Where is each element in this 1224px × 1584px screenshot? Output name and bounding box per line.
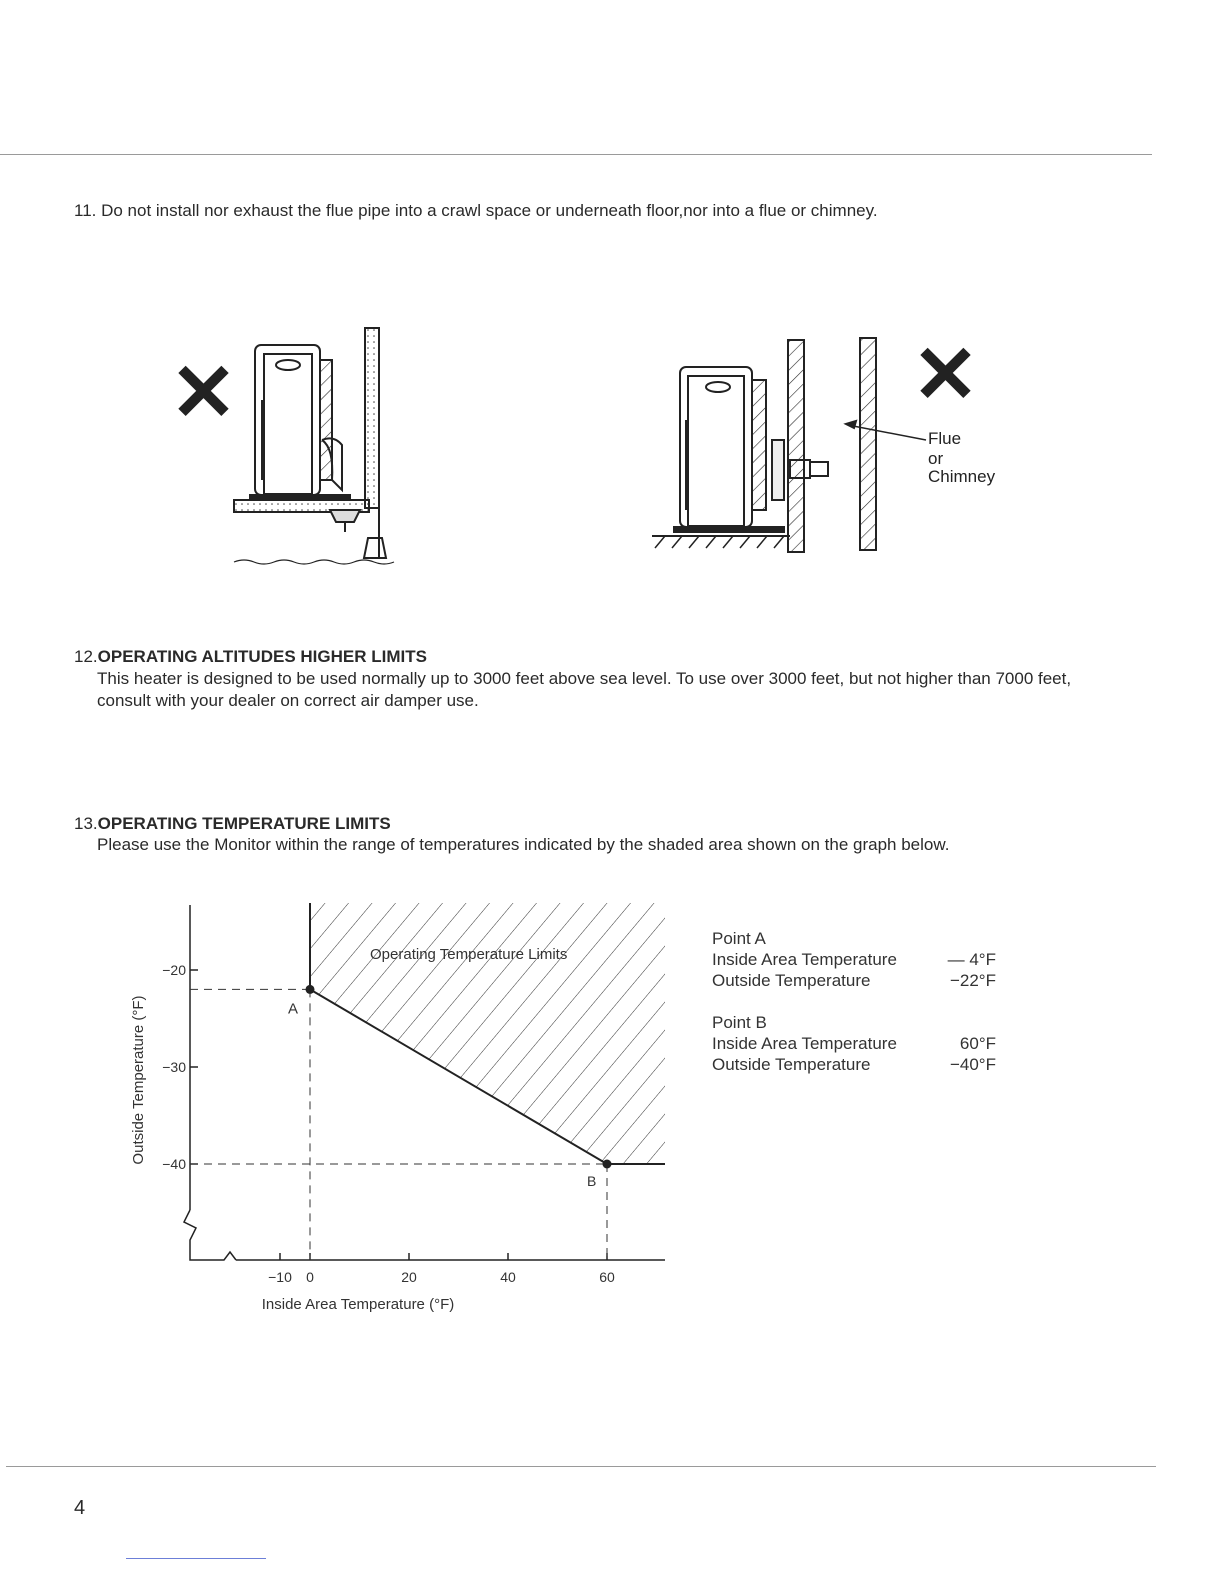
point-b-outside-value: −40°F [949,1055,996,1074]
footer-link-underline [126,1558,266,1559]
point-a-title: Point A [712,929,766,948]
x-tick-label: 0 [306,1269,314,1285]
point-b-inside-row [712,1033,996,1054]
y-tick-label: −40 [162,1156,186,1172]
top-rule [0,154,1152,155]
point-a-outside-label: Outside Temperature [712,971,871,990]
point-a-label: A [288,1000,299,1018]
point-a-outside-row [712,970,996,991]
chart-title: Operating Temperature Limits [370,946,568,963]
x-tick-label: 20 [401,1269,417,1285]
point-a-outside-value: −22°F [949,971,996,990]
bottom-rule [6,1466,1156,1467]
point-b-label: B [587,1173,597,1189]
point-a-marker [306,985,315,994]
y-tick-label: −20 [162,962,186,978]
item-13-body: Please use the Monitor within the range of temperatures indicated by the shaded area shown on the graph below. [97,835,950,854]
item-12-title: OPERATING ALTITUDES HIGHER LIMITS [97,647,427,666]
item-12-heading [74,646,427,668]
y-axis-label: Outside Temperature (°F) [130,995,147,1165]
item-13-number: 13. [74,814,98,833]
point-b-outside-row [712,1054,996,1075]
point-b-inside-label: Inside Area Temperature [712,1034,897,1053]
x-axis-label: Inside Area Temperature (°F) [261,1296,455,1313]
point-b-title: Point B [712,1013,767,1032]
chimney-label: Chimney [928,467,996,486]
x-tick-label: 40 [500,1269,516,1285]
point-a-inside-row [712,949,996,970]
page-number: 4 [74,1497,86,1519]
item-13-title: OPERATING TEMPERATURE LIMITS [97,814,391,833]
point-legend [712,928,1012,1075]
point-a-inside-label: Inside Area Temperature [712,950,897,969]
prohibited-x-icon-right: ✕ [912,330,980,419]
x-tick-label: 60 [599,1269,615,1285]
or-label: or [928,449,944,468]
point-b-inside-value: 60°F [959,1034,996,1053]
item-13-heading [74,813,391,835]
item-12-number: 12. [74,647,98,666]
wall-and-floor-left [234,328,394,564]
item-11-text: 11. Do not install nor exhaust the flue pipe into a crawl space or underneath floor,nor into a flue or chimney. [74,201,878,220]
x-tick-label: −10 [268,1269,292,1285]
item-12-body: This heater is designed to be used normally up to 3000 feet above sea level. To use over 3000 feet, but not higher than 7000 feet, consult with your dealer on correct air damper use. [97,669,1072,710]
point-b-outside-label: Outside Temperature [712,1055,871,1074]
operating-region-shading [310,903,665,1164]
heater-left-icon [250,345,350,500]
y-tick-label: −30 [162,1059,186,1075]
prohibited-x-icon-left: ✕ [170,348,238,437]
x-axis-line [210,1252,665,1260]
temperature-limits-chart [120,895,720,1335]
y-axis-break [184,1210,210,1260]
flue-label: Flue [928,429,962,448]
installation-illustrations [0,310,1224,610]
point-a-inside-value: — 4°F [947,950,996,969]
point-b-marker [603,1160,612,1169]
